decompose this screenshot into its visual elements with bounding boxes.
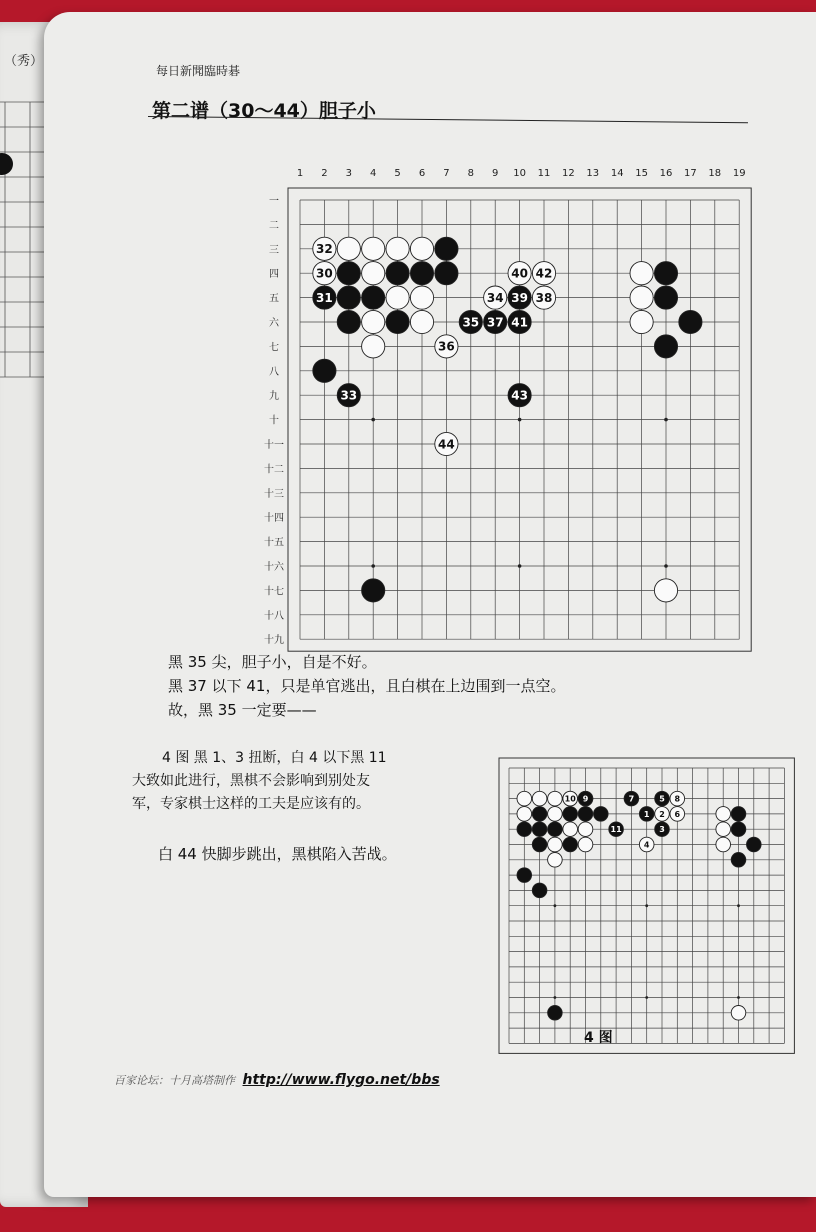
- column-label: 2: [321, 168, 328, 179]
- star-point: [518, 564, 522, 568]
- star-point: [664, 418, 668, 422]
- row-label: 十五: [264, 537, 284, 549]
- star-point: [737, 996, 740, 999]
- column-label: 16: [659, 168, 673, 179]
- white-stone: [578, 837, 593, 852]
- white-stone: [517, 807, 532, 822]
- black-stone: [594, 807, 609, 822]
- move-number-label: 6: [674, 809, 681, 819]
- left-page-label: （秀）: [4, 54, 44, 69]
- white-stone: [362, 262, 385, 285]
- move-number-label: 44: [438, 437, 455, 452]
- row-label: 三: [269, 244, 279, 256]
- left-page-stone: [0, 153, 13, 175]
- star-point: [371, 418, 375, 422]
- move-number-label: 9: [582, 794, 589, 804]
- move-number-label: 31: [316, 290, 333, 305]
- black-stone: [313, 359, 336, 382]
- row-label: 八: [269, 366, 279, 378]
- column-label: 18: [708, 168, 722, 179]
- move-number-label: 4: [643, 840, 650, 850]
- column-label: 13: [586, 168, 600, 179]
- white-stone: [716, 837, 731, 852]
- column-label: 10: [513, 168, 526, 179]
- black-stone: [563, 807, 578, 822]
- move-number-label: 3: [659, 825, 665, 835]
- move-number-label: 39: [511, 290, 528, 305]
- diagram4-text-line-2: 大致如此进行，黑棋不会影响到别处友: [132, 773, 370, 789]
- black-stone: [563, 837, 578, 852]
- black-stone: [410, 262, 433, 285]
- column-label: 8: [467, 168, 474, 179]
- move-number-label: 8: [674, 794, 681, 804]
- column-label: 7: [443, 168, 450, 179]
- black-stone: [517, 868, 532, 883]
- white-stone: [716, 807, 731, 822]
- column-label: 4: [370, 168, 377, 179]
- commentary-line-1: 黑 35 尖，胆子小，自是不好。: [168, 653, 377, 671]
- white-stone: [731, 1006, 746, 1021]
- row-label: 一: [269, 196, 279, 207]
- row-label: 七: [269, 342, 279, 354]
- black-stone: [532, 807, 547, 822]
- black-stone: [337, 262, 360, 285]
- row-label: 四: [269, 269, 279, 281]
- white-stone: [362, 310, 385, 333]
- black-stone: [548, 1006, 563, 1021]
- row-label: 九: [269, 391, 279, 403]
- white-stone: [362, 237, 385, 260]
- column-label: 14: [610, 168, 624, 179]
- black-stone: [548, 822, 563, 837]
- white-stone: [630, 286, 653, 309]
- black-stone: [654, 262, 677, 285]
- white-stone: [337, 237, 360, 260]
- diagram4-text-line-1: 4 图 黑 1、3 扭断，白 4 以下黑 11: [162, 750, 387, 766]
- black-stone: [435, 262, 458, 285]
- section-title: 第二谱（30～44）胆子小: [152, 100, 376, 122]
- white-stone: [630, 262, 653, 285]
- star-point: [645, 996, 648, 999]
- row-label: 十九: [264, 635, 284, 647]
- move-number-label: 5: [659, 794, 665, 804]
- footer-credit: 百家论坛：十月高塔制作: [114, 1074, 235, 1087]
- black-stone: [532, 837, 547, 852]
- move-number-label: 11: [610, 825, 622, 835]
- star-point: [737, 904, 740, 907]
- diagram4-caption: 4 图: [584, 1030, 613, 1046]
- move-number-label: 1: [643, 809, 650, 819]
- diagram4-text-line-3: 军，专家棋士这样的工夫是应该有的。: [132, 796, 370, 812]
- move-number-label: 42: [535, 266, 553, 281]
- black-stone: [362, 286, 385, 309]
- black-stone: [362, 579, 385, 602]
- main-go-board: [188, 128, 746, 647]
- white-stone: [654, 579, 677, 602]
- row-label: 十: [269, 415, 279, 427]
- row-label: 十七: [264, 586, 284, 598]
- move-number-label: 30: [316, 266, 333, 281]
- black-stone: [679, 310, 702, 333]
- running-header: 每日新聞臨時碁: [156, 64, 241, 78]
- move-number-label: 37: [486, 315, 504, 330]
- move-number-label: 38: [535, 290, 553, 305]
- star-point: [518, 418, 522, 422]
- move-number-label: 36: [438, 339, 455, 354]
- row-label: 十四: [264, 513, 284, 525]
- white-stone: [630, 310, 653, 333]
- black-stone: [578, 807, 593, 822]
- white-stone: [410, 237, 433, 260]
- move-number-label: 41: [511, 315, 528, 330]
- black-stone: [532, 883, 547, 898]
- star-point: [371, 564, 375, 568]
- black-stone: [435, 237, 458, 260]
- column-label: 12: [562, 168, 575, 179]
- footer-url-link[interactable]: http://www.flygo.net/bbs: [242, 1072, 440, 1088]
- star-point: [645, 904, 648, 907]
- row-label: 十六: [264, 562, 284, 573]
- white-stone: [410, 286, 433, 309]
- white-stone: [532, 791, 547, 806]
- column-label: 17: [684, 168, 697, 179]
- book-page: [44, 12, 816, 1197]
- column-label: 1: [296, 168, 304, 179]
- row-label: 二: [269, 220, 279, 232]
- white-stone: [362, 335, 385, 358]
- black-stone: [337, 286, 360, 309]
- diagram4-go-board: [449, 734, 749, 1034]
- move-number-label: 40: [511, 266, 528, 281]
- black-stone: [731, 822, 746, 837]
- black-stone: [386, 262, 409, 285]
- commentary-line-2: 黑 37 以下 41，只是单官逃出，且白棋在上边围到一点空。: [168, 677, 566, 695]
- row-label: 六: [269, 318, 279, 329]
- page-footer: [114, 1072, 440, 1088]
- white-stone: [548, 807, 563, 822]
- move-number-label: 2: [659, 809, 665, 819]
- white-stone: [716, 822, 731, 837]
- star-point: [554, 904, 557, 907]
- move-number-label: 33: [340, 388, 358, 403]
- diagram4-note: 白 44 快脚步跳出，黑棋陷入苦战。: [158, 845, 397, 863]
- column-label: 15: [635, 168, 648, 179]
- black-stone: [532, 822, 547, 837]
- white-stone: [517, 791, 532, 806]
- black-stone: [654, 335, 677, 358]
- move-number-label: 35: [462, 315, 480, 330]
- white-stone: [410, 310, 433, 333]
- move-number-label: 10: [564, 794, 576, 804]
- move-number-label: 7: [628, 794, 635, 804]
- white-stone: [548, 791, 563, 806]
- row-label: 十三: [264, 488, 284, 500]
- move-number-label: 43: [511, 388, 528, 403]
- white-stone: [386, 237, 409, 260]
- white-stone: [563, 822, 578, 837]
- commentary-line-3: 故，黑 35 一定要——: [168, 701, 317, 719]
- move-number-label: 34: [486, 290, 504, 305]
- white-stone: [548, 853, 563, 868]
- column-label: 6: [418, 168, 426, 179]
- row-label: 十八: [264, 610, 284, 622]
- column-label: 11: [537, 168, 551, 179]
- column-label: 5: [394, 168, 401, 179]
- white-stone: [578, 822, 593, 837]
- row-label: 十一: [264, 440, 284, 451]
- row-label: 五: [269, 293, 279, 305]
- column-label: 3: [345, 168, 352, 179]
- column-label: 9: [492, 168, 499, 179]
- black-stone: [386, 310, 409, 333]
- black-stone: [747, 837, 762, 852]
- white-stone: [386, 286, 409, 309]
- column-label: 19: [732, 168, 746, 179]
- black-stone: [731, 853, 746, 868]
- star-point: [664, 564, 668, 568]
- black-stone: [337, 310, 360, 333]
- star-point: [554, 996, 557, 999]
- white-stone: [548, 837, 563, 852]
- move-number-label: 32: [316, 242, 333, 257]
- black-stone: [654, 286, 677, 309]
- black-stone: [731, 807, 746, 822]
- row-label: 十二: [264, 464, 284, 476]
- black-stone: [517, 822, 532, 837]
